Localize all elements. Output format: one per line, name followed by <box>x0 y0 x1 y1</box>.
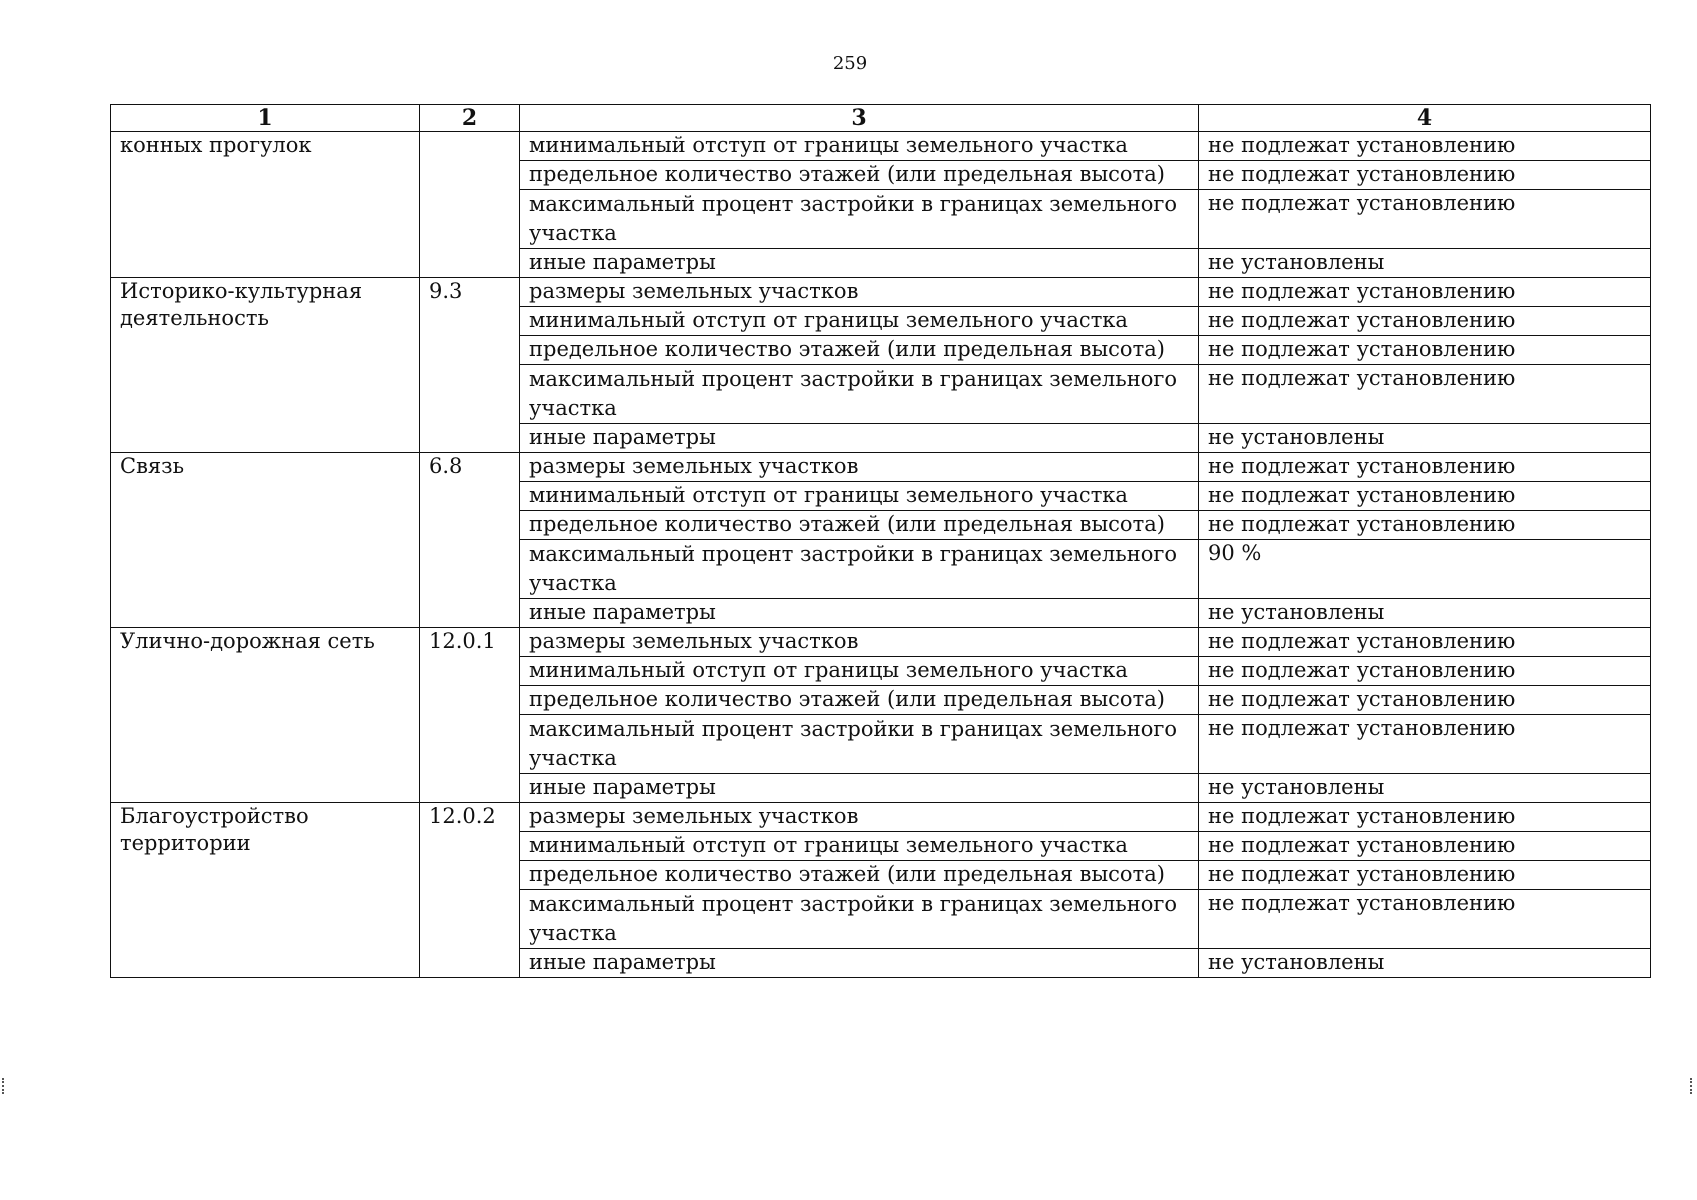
parameter-name: иные параметры <box>520 599 1199 628</box>
parameter-name: максимальный процент застройки в границах земельного участка <box>520 365 1199 424</box>
parameter-value: не установлены <box>1199 949 1651 978</box>
parameter-name: максимальный процент застройки в границах земельного участка <box>520 190 1199 249</box>
table-row <box>111 628 1651 657</box>
parameter-name: иные параметры <box>520 949 1199 978</box>
parameter-value: не подлежат установлению <box>1199 861 1651 890</box>
parameter-value: не подлежат установлению <box>1199 715 1651 774</box>
parameter-name: предельное количество этажей (или предельная высота) <box>520 861 1199 890</box>
parameter-value: не подлежат установлению <box>1199 453 1651 482</box>
parameter-value: не подлежат установлению <box>1199 278 1651 307</box>
parameter-name: максимальный процент застройки в границах земельного участка <box>520 540 1199 599</box>
parameter-value: 90 % <box>1199 540 1651 599</box>
parameter-name: максимальный процент застройки в границах земельного участка <box>520 890 1199 949</box>
table-row <box>111 803 1651 832</box>
parameter-value: не подлежат установлению <box>1199 190 1651 249</box>
land-use-name: Связь <box>111 453 420 628</box>
header-col-1: 1 <box>111 105 420 132</box>
land-use-code <box>420 132 520 278</box>
parameter-name: размеры земельных участков <box>520 803 1199 832</box>
land-use-code: 12.0.2 <box>420 803 520 978</box>
parameter-value: не подлежат установлению <box>1199 657 1651 686</box>
parameter-name: предельное количество этажей (или предельная высота) <box>520 161 1199 190</box>
parameter-value: не подлежат установлению <box>1199 803 1651 832</box>
header-col-2: 2 <box>420 105 520 132</box>
header-row <box>111 105 1651 132</box>
parameter-value: не подлежат установлению <box>1199 132 1651 161</box>
regulations-table <box>110 104 1651 978</box>
parameter-value: не подлежат установлению <box>1199 336 1651 365</box>
header-col-3: 3 <box>520 105 1199 132</box>
parameter-value: не установлены <box>1199 424 1651 453</box>
parameter-value: не подлежат установлению <box>1199 161 1651 190</box>
parameter-value: не подлежат установлению <box>1199 482 1651 511</box>
parameter-name: минимальный отступ от границы земельного участка <box>520 132 1199 161</box>
land-use-code: 6.8 <box>420 453 520 628</box>
parameter-value: не подлежат установлению <box>1199 832 1651 861</box>
parameter-name: размеры земельных участков <box>520 453 1199 482</box>
land-use-name: Историко-культурная деятельность <box>111 278 420 453</box>
parameter-name: минимальный отступ от границы земельного участка <box>520 832 1199 861</box>
table-row <box>111 132 1651 161</box>
parameter-value: не установлены <box>1199 249 1651 278</box>
parameter-value: не установлены <box>1199 774 1651 803</box>
parameter-value: не подлежат установлению <box>1199 365 1651 424</box>
land-use-name: конных прогулок <box>111 132 420 278</box>
parameter-name: размеры земельных участков <box>520 628 1199 657</box>
parameter-name: максимальный процент застройки в границах земельного участка <box>520 715 1199 774</box>
parameter-value: не подлежат установлению <box>1199 307 1651 336</box>
parameter-value: не подлежат установлению <box>1199 686 1651 715</box>
parameter-name: иные параметры <box>520 424 1199 453</box>
scan-edge-mark-left <box>2 1078 6 1094</box>
parameter-name: минимальный отступ от границы земельного участка <box>520 482 1199 511</box>
parameter-value: не подлежат установлению <box>1199 511 1651 540</box>
scan-edge-mark-right <box>1690 1078 1694 1094</box>
parameter-name: иные параметры <box>520 249 1199 278</box>
land-use-code: 12.0.1 <box>420 628 520 803</box>
parameter-value: не подлежат установлению <box>1199 890 1651 949</box>
table-row <box>111 453 1651 482</box>
table-body <box>111 132 1651 978</box>
parameter-name: иные параметры <box>520 774 1199 803</box>
land-use-code: 9.3 <box>420 278 520 453</box>
header-col-4: 4 <box>1199 105 1651 132</box>
parameter-name: предельное количество этажей (или предельная высота) <box>520 686 1199 715</box>
parameter-name: минимальный отступ от границы земельного участка <box>520 657 1199 686</box>
parameter-name: предельное количество этажей (или предельная высота) <box>520 336 1199 365</box>
table-row <box>111 278 1651 307</box>
land-use-name: Благоустройство территории <box>111 803 420 978</box>
parameter-name: предельное количество этажей (или предельная высота) <box>520 511 1199 540</box>
land-use-name: Улично-дорожная сеть <box>111 628 420 803</box>
parameter-value: не подлежат установлению <box>1199 628 1651 657</box>
parameter-name: размеры земельных участков <box>520 278 1199 307</box>
parameter-name: минимальный отступ от границы земельного участка <box>520 307 1199 336</box>
page-number: 259 <box>832 53 868 74</box>
parameter-value: не установлены <box>1199 599 1651 628</box>
